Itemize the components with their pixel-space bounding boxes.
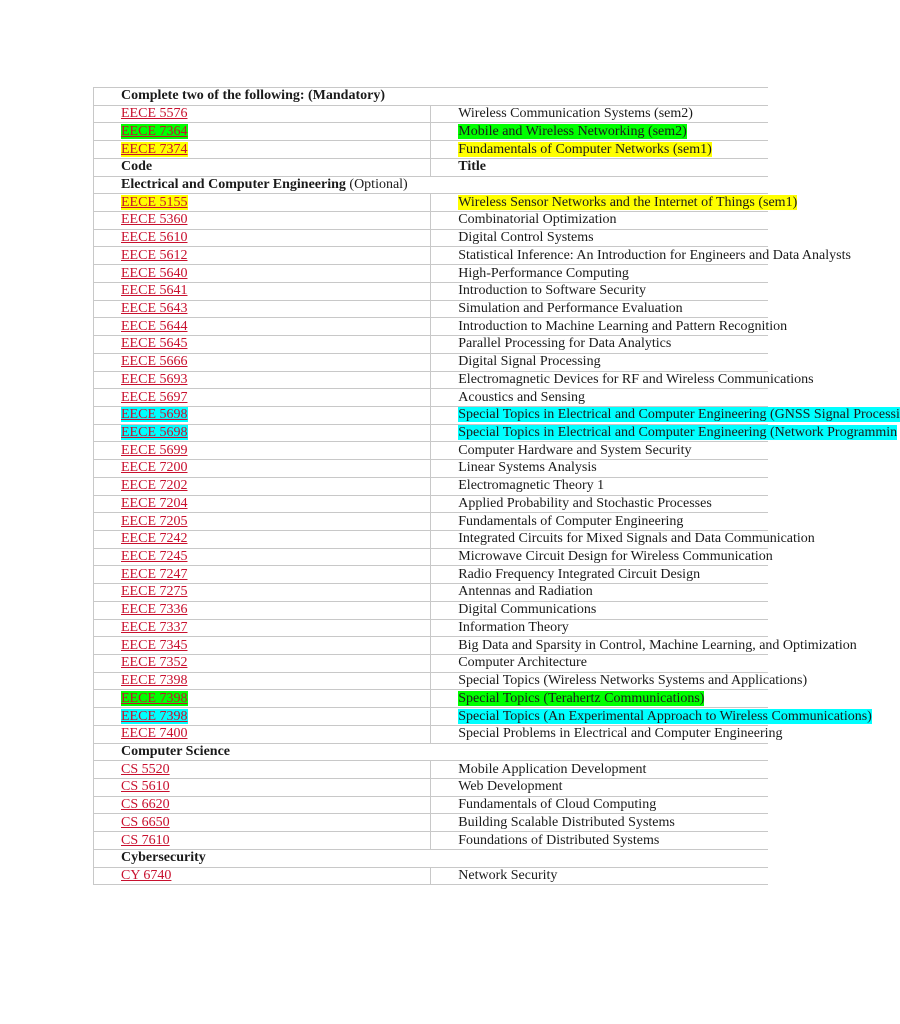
course-code-link[interactable]: EECE 5699 — [121, 442, 188, 458]
course-title: Radio Frequency Integrated Circuit Design — [458, 566, 701, 582]
course-title: Combinatorial Optimization — [458, 212, 617, 228]
course-code-cell — [94, 123, 431, 141]
course-code-cell — [94, 318, 431, 336]
course-code-cell — [94, 265, 431, 283]
course-row — [94, 194, 769, 212]
course-title-cell — [431, 796, 768, 814]
course-row — [94, 477, 769, 495]
course-row — [94, 105, 769, 123]
course-code-link[interactable]: EECE 7398 — [121, 690, 188, 706]
course-title-cell — [431, 194, 798, 212]
course-row — [94, 779, 769, 797]
course-row — [94, 229, 769, 247]
course-title-cell — [431, 353, 768, 371]
course-title: Special Topics (An Experimental Approach to Wireless Communications) — [458, 708, 872, 724]
course-title: Introduction to Machine Learning and Pattern Recognition — [458, 318, 788, 334]
course-code-link[interactable]: EECE 5360 — [121, 212, 188, 228]
course-title: Special Problems in Electrical and Computer Engineering — [458, 726, 783, 742]
course-title: Special Topics (Wireless Networks Systems and Applications) — [458, 673, 808, 689]
course-row — [94, 406, 769, 424]
course-code-link[interactable]: EECE 5698 — [121, 407, 188, 423]
course-code-link[interactable]: EECE 7205 — [121, 513, 188, 529]
course-title-cell — [431, 690, 768, 708]
course-code-link[interactable]: EECE 7337 — [121, 619, 188, 635]
course-code-link[interactable]: EECE 7204 — [121, 495, 188, 511]
course-code-link[interactable]: EECE 5612 — [121, 247, 188, 263]
course-code-link[interactable]: EECE 7275 — [121, 584, 188, 600]
course-code-link[interactable]: EECE 5155 — [121, 194, 188, 210]
course-row — [94, 265, 769, 283]
course-title: Applied Probability and Stochastic Processes — [458, 495, 712, 511]
course-code-cell — [94, 406, 431, 424]
course-code-link[interactable]: EECE 5693 — [121, 371, 188, 387]
course-code-cell — [94, 389, 431, 407]
section-heading: Complete two of the following: (Mandatory) — [121, 88, 386, 104]
course-row — [94, 796, 769, 814]
course-title-cell — [431, 619, 768, 637]
course-title-cell — [431, 282, 768, 300]
course-title-cell — [431, 300, 768, 318]
course-code-cell — [94, 796, 431, 814]
course-code-link[interactable]: EECE 7336 — [121, 602, 188, 618]
cs-heading-row — [94, 743, 769, 761]
course-title-cell — [431, 265, 768, 283]
course-code-cell — [94, 708, 431, 726]
course-title-cell — [431, 212, 768, 230]
course-title-cell — [431, 318, 788, 336]
course-title: Digital Communications — [458, 602, 597, 618]
course-row — [94, 548, 769, 566]
course-title-cell — [431, 814, 768, 832]
course-title-cell — [431, 336, 768, 354]
course-code-cell — [94, 548, 431, 566]
course-code-cell — [94, 477, 431, 495]
course-title: Wireless Communication Systems (sem2) — [458, 106, 693, 122]
course-title: Computer Architecture — [458, 655, 587, 671]
course-row — [94, 725, 769, 743]
course-title-cell — [431, 637, 857, 655]
course-title: Special Topics (Terahertz Communications) — [458, 690, 705, 706]
course-code-cell — [94, 530, 431, 548]
course-title: Big Data and Sparsity in Control, Machine Learning, and Optimization — [458, 637, 857, 653]
course-code-link[interactable]: EECE 7400 — [121, 726, 188, 742]
course-title: Digital Control Systems — [458, 230, 594, 246]
course-code-cell — [94, 371, 431, 389]
course-table-body — [94, 88, 900, 885]
course-title-cell — [431, 513, 768, 531]
course-code-link[interactable]: CS 6650 — [121, 814, 170, 830]
course-code-cell — [94, 247, 431, 265]
course-title: Network Security — [458, 867, 558, 883]
course-code-cell — [94, 655, 431, 673]
course-title-cell — [431, 672, 808, 690]
course-code-link[interactable]: EECE 5666 — [121, 354, 188, 370]
course-title: Fundamentals of Cloud Computing — [458, 797, 657, 813]
course-title-cell — [431, 229, 768, 247]
course-title-cell — [431, 779, 768, 797]
course-code-link[interactable]: CS 5610 — [121, 779, 170, 795]
course-title-cell — [431, 601, 768, 619]
course-title-cell — [431, 460, 768, 478]
course-row — [94, 336, 769, 354]
course-row — [94, 442, 769, 460]
course-row — [94, 619, 769, 637]
course-code-cell — [94, 601, 431, 619]
course-title-cell — [431, 584, 768, 602]
course-code-cell — [94, 566, 431, 584]
course-table — [93, 87, 900, 885]
course-title: Simulation and Performance Evaluation — [458, 300, 683, 316]
course-title: Computer Hardware and System Security — [458, 442, 692, 458]
course-code-cell — [94, 867, 431, 885]
section-heading: Cybersecurity — [121, 850, 206, 866]
course-title-cell — [431, 123, 768, 141]
course-row — [94, 460, 769, 478]
course-code-cell — [94, 300, 431, 318]
ece-heading-row — [94, 176, 769, 194]
course-code-link[interactable]: EECE 7398 — [121, 673, 188, 689]
course-title-cell — [431, 141, 768, 159]
course-title: Electromagnetic Theory 1 — [458, 478, 605, 494]
course-code-cell — [94, 672, 431, 690]
course-code-cell — [94, 212, 431, 230]
course-code-link[interactable]: EECE 5643 — [121, 300, 188, 316]
course-title: Wireless Sensor Networks and the Internet of Things (sem1) — [458, 194, 798, 210]
course-code-cell — [94, 424, 431, 442]
course-title: Statistical Inference: An Introduction for Engineers and Data Analysts — [458, 247, 851, 263]
course-title: Web Development — [458, 779, 563, 795]
course-row — [94, 513, 769, 531]
course-row — [94, 690, 769, 708]
course-row — [94, 424, 769, 442]
course-code-link[interactable]: EECE 5576 — [121, 106, 188, 122]
course-title: Special Topics in Electrical and Computer Engineering (Network Programmin — [458, 425, 898, 441]
mandatory-heading-row-cell — [94, 88, 769, 106]
course-row — [94, 318, 769, 336]
course-row — [94, 247, 769, 265]
course-code-link[interactable]: CY 6740 — [121, 867, 172, 883]
course-row — [94, 212, 769, 230]
ece-heading-row-cell — [94, 176, 769, 194]
course-code-cell — [94, 690, 431, 708]
course-code-link[interactable]: EECE 5698 — [121, 425, 188, 441]
course-title: Foundations of Distributed Systems — [458, 832, 660, 848]
course-code-link[interactable]: EECE 5644 — [121, 318, 188, 334]
course-title-cell — [431, 655, 768, 673]
column-header-row — [94, 158, 769, 176]
course-title-cell — [431, 832, 768, 850]
course-code-link[interactable]: EECE 7352 — [121, 655, 188, 671]
course-row — [94, 672, 769, 690]
section-note: (Optional) — [345, 176, 408, 192]
course-row — [94, 282, 769, 300]
course-title: Acoustics and Sensing — [458, 389, 586, 405]
course-code-link[interactable]: EECE 5645 — [121, 336, 188, 352]
course-title: High-Performance Computing — [458, 265, 629, 281]
course-row — [94, 584, 769, 602]
course-title-cell — [431, 566, 768, 584]
course-code-cell — [94, 105, 431, 123]
course-code-cell — [94, 779, 431, 797]
course-title-cell — [431, 424, 898, 442]
course-title-cell — [431, 442, 768, 460]
section-heading: Computer Science — [121, 743, 230, 759]
course-title-cell — [431, 371, 814, 389]
course-title: Information Theory — [458, 619, 569, 635]
course-code-cell — [94, 460, 431, 478]
course-code-cell — [94, 637, 431, 655]
course-code-cell — [94, 513, 431, 531]
course-code-cell — [94, 353, 431, 371]
course-title: Antennas and Radiation — [458, 584, 593, 600]
course-code-link[interactable]: EECE 7345 — [121, 637, 188, 653]
course-title: Electromagnetic Devices for RF and Wireless Communications — [458, 371, 814, 387]
course-row — [94, 300, 769, 318]
course-code-link[interactable]: EECE 5640 — [121, 265, 188, 281]
course-code-cell — [94, 495, 431, 513]
course-title: Microwave Circuit Design for Wireless Communication — [458, 549, 773, 565]
course-code-link[interactable]: EECE 7242 — [121, 531, 188, 547]
course-title-cell — [431, 708, 872, 726]
section-heading: Electrical and Computer Engineering — [121, 176, 346, 192]
course-code-link[interactable]: CS 7610 — [121, 832, 170, 848]
course-code-cell — [94, 229, 431, 247]
course-code-link[interactable]: EECE 7245 — [121, 549, 188, 565]
course-title-cell — [431, 495, 768, 513]
course-row — [94, 123, 769, 141]
course-row — [94, 637, 769, 655]
course-code-cell — [94, 282, 431, 300]
course-code-cell — [94, 619, 431, 637]
course-code-link[interactable]: EECE 7200 — [121, 460, 188, 476]
course-code-cell — [94, 141, 431, 159]
course-code-link[interactable]: EECE 7374 — [121, 141, 188, 157]
course-title: Special Topics in Electrical and Computer Engineering (GNSS Signal Processi — [458, 407, 900, 423]
course-row — [94, 495, 769, 513]
course-row — [94, 371, 769, 389]
course-row — [94, 814, 769, 832]
course-title: Fundamentals of Computer Networks (sem1) — [458, 141, 712, 157]
course-code-link[interactable]: EECE 5610 — [121, 230, 188, 246]
course-row — [94, 761, 769, 779]
course-title: Linear Systems Analysis — [458, 460, 597, 476]
course-code-link[interactable]: EECE 5641 — [121, 283, 188, 299]
course-title-cell — [431, 867, 768, 885]
course-code-cell — [94, 194, 431, 212]
course-title-cell — [431, 389, 768, 407]
course-title-cell — [431, 477, 768, 495]
course-title-cell — [431, 725, 783, 743]
course-row — [94, 389, 769, 407]
course-title: Building Scalable Distributed Systems — [458, 814, 675, 830]
course-code-link[interactable]: CS 6620 — [121, 797, 170, 813]
course-title-cell — [431, 761, 768, 779]
course-title-cell — [431, 530, 815, 548]
cy-heading-row-cell — [94, 849, 769, 867]
course-code-cell — [94, 584, 431, 602]
course-row — [94, 708, 769, 726]
course-title: Parallel Processing for Data Analytics — [458, 336, 672, 352]
course-code-cell — [94, 832, 431, 850]
course-title-cell — [431, 548, 773, 566]
course-row — [94, 601, 769, 619]
course-title: Digital Signal Processing — [458, 354, 601, 370]
course-row — [94, 655, 769, 673]
course-row — [94, 566, 769, 584]
course-title: Mobile and Wireless Networking (sem2) — [458, 123, 687, 139]
course-title-cell — [431, 105, 768, 123]
course-title-cell — [431, 247, 851, 265]
course-code-link[interactable]: EECE 5697 — [121, 389, 188, 405]
course-code-cell — [94, 442, 431, 460]
course-row — [94, 530, 769, 548]
cy-heading-row — [94, 849, 769, 867]
cs-heading-row-cell — [94, 743, 769, 761]
mandatory-heading-row — [94, 88, 769, 106]
course-title: Mobile Application Development — [458, 761, 647, 777]
course-code-link[interactable]: EECE 7202 — [121, 478, 188, 494]
course-code-link[interactable]: CS 5520 — [121, 761, 170, 777]
course-title: Introduction to Software Security — [458, 283, 647, 299]
course-code-cell — [94, 725, 431, 743]
course-title: Integrated Circuits for Mixed Signals and Data Communication — [458, 531, 815, 547]
column-header-title: Title — [431, 158, 768, 176]
course-code-cell — [94, 761, 431, 779]
course-code-cell — [94, 336, 431, 354]
course-title-cell — [431, 406, 900, 424]
course-row — [94, 353, 769, 371]
course-row — [94, 867, 769, 885]
course-title: Fundamentals of Computer Engineering — [458, 513, 684, 529]
course-code-link[interactable]: EECE 7398 — [121, 708, 188, 724]
course-row — [94, 832, 769, 850]
column-header-code: Code — [94, 158, 431, 176]
course-code-link[interactable]: EECE 7364 — [121, 123, 188, 139]
course-code-link[interactable]: EECE 7247 — [121, 566, 188, 582]
course-code-cell — [94, 814, 431, 832]
course-row — [94, 141, 769, 159]
